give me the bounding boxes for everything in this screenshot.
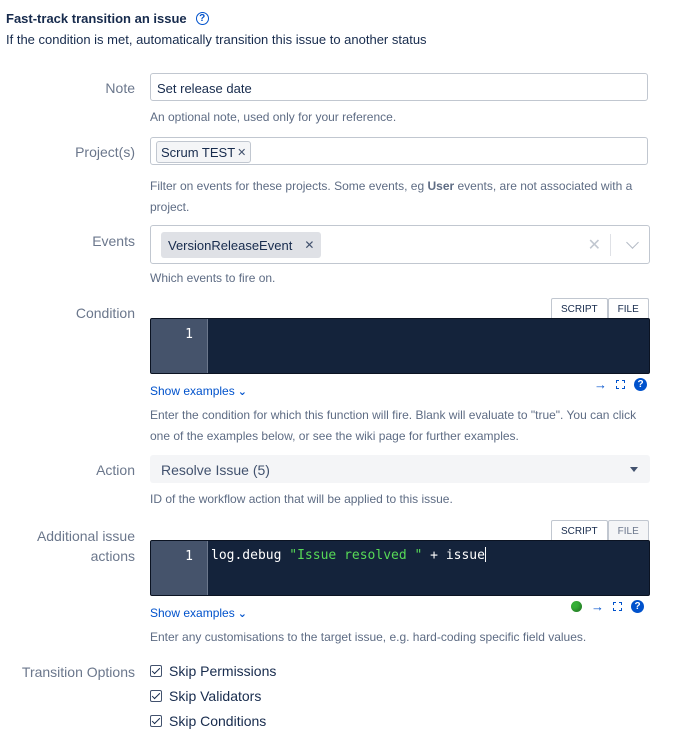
caret-down-icon (630, 467, 638, 472)
arrow-right-icon[interactable]: → (594, 377, 607, 392)
double-chevron-down-icon: ⌄ (237, 608, 247, 620)
help-icon[interactable]: ? (196, 12, 209, 25)
code-post: + issue (422, 548, 485, 563)
note-input-value: Set release date (157, 81, 252, 96)
checkbox-label: Skip Conditions (169, 713, 267, 729)
code-pre: log.debug (211, 548, 290, 563)
skip-permissions-checkbox-row[interactable] (150, 663, 276, 679)
additional-description: Enter any customisations to the target issue, e.g. hard-coding specific field values. (150, 630, 587, 644)
project-tag-label: Scrum TEST (161, 144, 236, 160)
projects-desc-pre: Filter on events for these projects. Some events, eg (150, 179, 428, 193)
projects-description (150, 176, 650, 218)
question-icon[interactable]: ? (634, 378, 647, 391)
page-subtitle: If the condition is met, automatically transition this issue to another status (6, 32, 427, 47)
line-number: 1 (185, 327, 193, 342)
remove-event-icon[interactable]: ✕ (304, 238, 315, 252)
skip-conditions-checkbox-row[interactable] (150, 713, 266, 729)
double-chevron-down-icon: ⌄ (237, 386, 247, 398)
action-select[interactable] (150, 455, 650, 483)
page-title (6, 11, 209, 26)
action-description: ID of the workflow action that will be applied to this issue. (150, 492, 453, 506)
checkbox-checked[interactable] (150, 665, 162, 677)
editor-gutter (151, 319, 208, 373)
code-line (211, 547, 486, 563)
tab-script[interactable]: SCRIPT (551, 298, 608, 319)
select-separator (610, 234, 611, 256)
condition-description (150, 405, 650, 447)
events-label: Events (92, 233, 135, 249)
events-description: Which events to fire on. (150, 271, 276, 285)
additional-editor-toolbar (571, 599, 644, 614)
events-select[interactable] (150, 225, 650, 264)
projects-desc-line2: project. (150, 200, 190, 214)
code-string: "Issue resolved " (289, 548, 423, 563)
note-input[interactable] (150, 73, 648, 101)
action-value: Resolve Issue (5) (161, 462, 270, 478)
event-chip (161, 232, 321, 258)
checkbox-label: Skip Validators (169, 688, 262, 704)
checkbox-checked[interactable] (150, 715, 162, 727)
show-examples-label: Show examples (150, 606, 235, 620)
condition-editor-toolbar (594, 377, 647, 392)
line-number: 1 (185, 549, 193, 564)
checkbox-checked[interactable] (150, 690, 162, 702)
skip-validators-checkbox-row[interactable] (150, 688, 261, 704)
checkbox-label: Skip Permissions (169, 663, 277, 679)
fullscreen-icon[interactable] (613, 602, 622, 611)
additional-code-editor[interactable] (150, 540, 650, 596)
clear-icon[interactable]: ✕ (587, 237, 601, 254)
text-cursor (485, 547, 486, 562)
arrow-right-icon[interactable]: → (591, 599, 604, 614)
condition-code-editor[interactable] (150, 318, 650, 374)
project-tag (156, 141, 251, 163)
show-examples-label: Show examples (150, 384, 235, 398)
projects-label: Project(s) (75, 144, 135, 160)
projects-desc-post: events, are not associated with a (454, 179, 633, 193)
editor-gutter (151, 541, 208, 595)
remove-tag-icon[interactable]: ✕ (237, 146, 247, 159)
note-description: An optional note, used only for your reference. (150, 110, 397, 124)
transition-options-label: Transition Options (21, 664, 135, 680)
fullscreen-icon[interactable] (616, 380, 625, 389)
note-label: Note (105, 80, 135, 96)
tab-file[interactable]: FILE (608, 520, 649, 541)
additional-show-examples-link[interactable] (150, 606, 247, 620)
condition-tabs (551, 298, 649, 319)
tab-script[interactable]: SCRIPT (551, 520, 608, 541)
page-title-text: Fast-track transition an issue (6, 11, 187, 26)
additional-tabs (551, 520, 649, 541)
action-label: Action (96, 462, 135, 478)
additional-label-line1: Additional issue (36, 528, 135, 544)
condition-desc-line2: one of the examples below, or see the wiki page for further examples. (150, 429, 519, 443)
condition-label: Condition (75, 305, 135, 321)
chevron-down-icon[interactable] (626, 236, 639, 249)
green-status-dot-icon (571, 601, 582, 612)
projects-input[interactable] (150, 137, 648, 165)
additional-label-line2: actions (90, 548, 135, 564)
condition-show-examples-link[interactable] (150, 384, 247, 398)
additional-actions-label (6, 526, 135, 566)
event-chip-label: VersionReleaseEvent (168, 237, 293, 253)
projects-desc-bold: User (427, 179, 455, 193)
condition-desc-line1: Enter the condition for which this function will fire. Blank will evaluate to "true". You can click (150, 408, 637, 422)
tab-file[interactable]: FILE (608, 298, 649, 319)
question-icon[interactable]: ? (631, 600, 644, 613)
